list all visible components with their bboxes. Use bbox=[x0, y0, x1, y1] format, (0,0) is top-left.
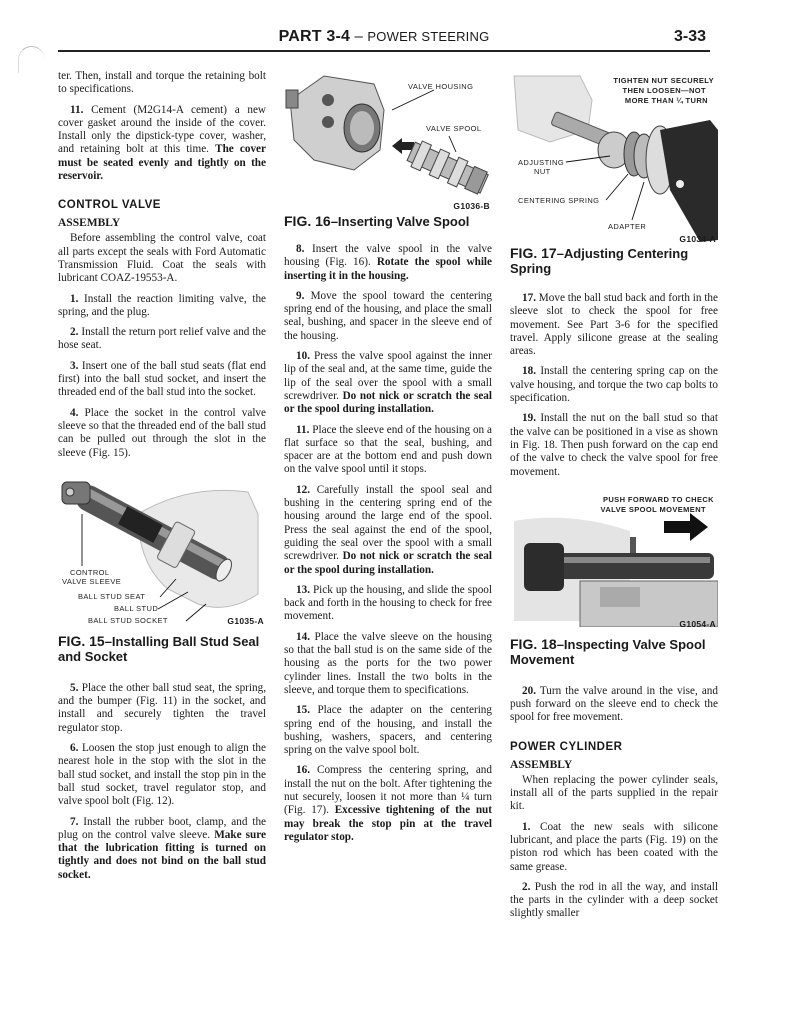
cyl-step-2 bbox=[510, 881, 718, 921]
subsection-heading: ASSEMBLY bbox=[58, 217, 121, 230]
step-8 bbox=[284, 243, 492, 283]
step-1 bbox=[58, 293, 266, 320]
figure-number: FIG. 15 bbox=[58, 632, 105, 649]
title-dash: – bbox=[350, 28, 368, 45]
step-6 bbox=[58, 742, 266, 808]
step-warning: Make sure that the lubrication fitting is turned on tightly and does not bind on the ball stud socket. bbox=[58, 828, 266, 881]
callout-line-2: THEN LOOSEN—NOT bbox=[622, 86, 706, 95]
step-text: Carefully install the spool seal and bushing in the centering spring end of the housing around the large end of the spool. Press the seal against the end of the spool, guiding the seal over the spool with a small screwdriver. bbox=[284, 483, 492, 563]
step-number: 17. bbox=[522, 292, 536, 304]
figure-17-caption bbox=[510, 246, 718, 276]
running-title bbox=[58, 28, 710, 46]
scan-corner-mark bbox=[18, 46, 45, 73]
step-2 bbox=[58, 326, 266, 353]
caption-text: –Inserting Valve Spool bbox=[330, 214, 470, 229]
step-warning: The cover must be seated evenly and tightly on the reservoir. bbox=[58, 143, 266, 183]
section-heading: POWER CYLINDER bbox=[510, 740, 623, 753]
step-text: Place the valve sleeve on the housing so that the ball stud is on the same side of the housing as the ports for the two power cylinder lines. Install the two bolts in the sleeve, and torque them to specifications. bbox=[284, 630, 492, 696]
step-text: Install the reaction limiting valve, the spring, and the plug. bbox=[58, 292, 266, 318]
step-4 bbox=[58, 407, 266, 460]
step-number: 20. bbox=[522, 684, 536, 697]
step-text: Cement (M2G14-A cement) a new cover gasket around the inside of the cover. Install only the dipstick-type cover, washer, and retaining bolt at this time. bbox=[58, 103, 266, 156]
step-number: 4. bbox=[70, 406, 79, 419]
step-number: 14. bbox=[296, 630, 310, 643]
figure-16-illustration bbox=[284, 70, 492, 210]
step-text: Install the nut on the ball stud so that the valve can be positioned in a vise as shown in Fig. 18. Then push forward on the cap end of the valve to check the valve spool for free movement. bbox=[510, 412, 718, 478]
step-text: Insert the valve spool in the valve housing (Fig. 16). bbox=[284, 243, 492, 269]
chapter-title: POWER STEERING bbox=[367, 29, 490, 44]
part-number: PART 3-4 bbox=[278, 28, 351, 45]
step-19 bbox=[510, 412, 718, 478]
label-ball-stud-seat: BALL STUD SEAT bbox=[78, 591, 146, 601]
step-text: Loosen the stop just enough to align the nearest hole in the stop with the slot in the ball stud socket, and install the stop pin in the ball stud socket, travel regulator stop, and valve spool bolt (Fig. 12). bbox=[58, 742, 266, 808]
label-adapter: ADAPTER bbox=[608, 222, 647, 231]
step-text: Turn the valve around in the vise, and push forward on the sleeve end to check the spool for free movement. bbox=[510, 684, 718, 724]
ball-stud-sleeve-illustration bbox=[58, 474, 266, 624]
step-text: Place the other ball stud seat, the spring, and the bumper (Fig. 11) in the socket, and install and securely tighten the travel regulator stop. bbox=[58, 681, 266, 734]
step-10 bbox=[284, 350, 492, 416]
section-intro: Before assembling the control valve, coat all parts except the seals with Ford Automatic Transmission Fluid. Coat the seals with lubricant COAZ-19553-A. bbox=[58, 232, 266, 285]
figure-code: G1035-A bbox=[227, 615, 264, 626]
figure-17-illustration bbox=[510, 70, 718, 242]
header-rule bbox=[58, 50, 710, 52]
step-16 bbox=[284, 764, 492, 844]
step-number: 5. bbox=[70, 681, 79, 694]
step-17 bbox=[510, 292, 718, 358]
step-number: 18. bbox=[522, 365, 536, 378]
step-number: 9. bbox=[296, 289, 305, 302]
step-warning: Rotate the spool while inserting it in the housing. bbox=[284, 256, 493, 282]
figure-15-caption bbox=[58, 634, 266, 664]
step-number: 1. bbox=[70, 292, 79, 305]
paragraph-continued: ter. Then, install and torque the retaining bolt to specifications. bbox=[58, 70, 266, 96]
step-text: Place the socket in the control valve sleeve so that the threaded end of the ball stud can be pulled out through the slot in the sleeve (Fig. 15). bbox=[58, 406, 266, 459]
step-number: 11. bbox=[70, 103, 84, 116]
step-number: 19. bbox=[522, 412, 536, 425]
figure-15 bbox=[58, 474, 266, 664]
figure-number: FIG. 16 bbox=[284, 213, 331, 229]
figure-number: FIG. 17 bbox=[510, 245, 557, 261]
step-number: 10. bbox=[296, 350, 310, 363]
cyl-step-1 bbox=[510, 821, 718, 874]
caption-text: –Inspecting Valve Spool Movement bbox=[510, 636, 706, 667]
label-nut: NUT bbox=[534, 167, 551, 176]
step-11 bbox=[58, 104, 266, 184]
step-20 bbox=[510, 685, 718, 725]
figure-16-caption bbox=[284, 214, 492, 229]
label-adjusting: ADJUSTING bbox=[518, 158, 565, 167]
figure-15-illustration bbox=[58, 474, 266, 624]
step-text: Coat the new seals with silicone lubricant, and place the parts (Fig. 19) on the piston rod which has been coated with the same grease. bbox=[510, 820, 718, 873]
caption-text: –Installing Ball Stud Seal and Socket bbox=[58, 633, 260, 664]
step-5 bbox=[58, 682, 266, 735]
step-13 bbox=[284, 584, 492, 624]
step-3 bbox=[58, 360, 266, 400]
step-text: Install the centering spring cap on the valve housing, and torque the two cap bolts to specification. bbox=[510, 365, 718, 405]
callout-line-2: VALVE SPOOL MOVEMENT bbox=[600, 504, 706, 514]
step-text: Move the spool toward the centering spring end of the housing, and place the small seal, bushing, and spacer in the sleeve end of the housing. bbox=[284, 289, 492, 342]
step-text: Install the return port relief valve and the hose seat. bbox=[58, 326, 266, 352]
step-text: Pick up the housing, and slide the spool back and forth in the housing to check for free movement. bbox=[284, 583, 492, 623]
step-number: 13. bbox=[296, 583, 310, 596]
label-ball-stud-socket: BALL STUD SOCKET bbox=[88, 615, 168, 625]
step-number: 16. bbox=[296, 764, 310, 777]
step-14 bbox=[284, 631, 492, 697]
section-heading: CONTROL VALVE bbox=[58, 199, 161, 212]
figure-code: G1034-A bbox=[679, 234, 716, 244]
step-number: 2. bbox=[522, 880, 531, 893]
figure-16 bbox=[284, 70, 492, 229]
step-warning: Excessive tightening of the nut may break the stop pin at the travel regulator stop. bbox=[284, 804, 492, 843]
step-number: 6. bbox=[70, 742, 79, 755]
step-text: Compress the centering spring, and install the nut on the bolt. After tightening the nut securely, loosen it not more than ¼ turn (Fig. 17). bbox=[284, 764, 492, 817]
step-text: Place the adapter on the centering spring end of the housing, and install the bushing, washers, spacers, and centering spring on the valve spool bolt. bbox=[284, 704, 492, 757]
step-number: 15. bbox=[296, 704, 310, 717]
caption-text: –Adjusting Centering Spring bbox=[510, 246, 689, 276]
step-text: Press the valve spool against the inner lip of the seal and, at the same time, guide the lip of the seal over the spool with a small screwdriver. bbox=[284, 350, 492, 402]
column-2 bbox=[284, 70, 492, 851]
label-centering-spring: CENTERING SPRING bbox=[518, 196, 600, 205]
step-11b bbox=[284, 424, 492, 477]
step-18 bbox=[510, 365, 718, 405]
column-1 bbox=[58, 70, 266, 889]
step-text: Push the rod in all the way, and install the parts in the cylinder with a deep socket slightly smaller bbox=[510, 880, 718, 920]
figure-18-illustration bbox=[510, 491, 718, 627]
figure-17 bbox=[510, 70, 718, 276]
label-valve-spool: VALVE SPOOL bbox=[426, 124, 482, 133]
step-text: Install the rubber boot, clamp, and the plug on the control valve sleeve. bbox=[58, 815, 266, 841]
figure-code: G1054-A bbox=[679, 618, 716, 629]
step-text: Move the ball stud back and forth in the sleeve slot to check the spool for free movement. See Part 3-6 for the specified travel. Apply silicone grease at the sealing areas. bbox=[510, 292, 718, 358]
page-number: 3-33 bbox=[673, 28, 706, 45]
label-ball-stud: BALL STUD bbox=[114, 603, 159, 613]
figure-code: G1036-B bbox=[453, 201, 490, 211]
label-valve-sleeve: VALVE SLEEVE bbox=[62, 576, 122, 586]
callout-line-1: PUSH FORWARD TO CHECK bbox=[602, 494, 714, 504]
step-number: 11. bbox=[296, 423, 310, 436]
callout-line-3: MORE THAN ¼ TURN bbox=[624, 96, 708, 105]
step-number: 2. bbox=[70, 326, 79, 339]
label-valve-housing: VALVE HOUSING bbox=[408, 82, 474, 91]
valve-housing-spool-illustration bbox=[284, 70, 492, 210]
step-12 bbox=[284, 484, 492, 577]
callout-line-1: TIGHTEN NUT SECURELY bbox=[613, 76, 714, 85]
column-3 bbox=[510, 70, 718, 928]
step-text: Insert one of the ball stud seats (flat end first) into the ball stud socket, and insert the threaded end of the ball stud into the socket. bbox=[58, 359, 266, 399]
step-warning: Do not nick or scratch the seal or the spool during installation. bbox=[284, 550, 492, 576]
label-control: CONTROL bbox=[70, 567, 110, 577]
step-number: 1. bbox=[522, 820, 531, 833]
step-7 bbox=[58, 816, 266, 882]
step-number: 7. bbox=[70, 815, 79, 828]
step-warning: Do not nick or scratch the seal or the spool during installation. bbox=[284, 389, 492, 416]
step-number: 3. bbox=[70, 359, 79, 372]
figure-number: FIG. 18 bbox=[510, 635, 557, 652]
section-intro: When replacing the power cylinder seals, install all of the parts supplied in the repair kit. bbox=[510, 773, 718, 813]
step-text: Place the sleeve end of the housing on a flat surface so that the seal, bushing, and spacer are at the bottom end and push down on the valve spool until it stops. bbox=[284, 423, 492, 476]
figure-18 bbox=[510, 491, 718, 667]
figure-18-caption bbox=[510, 637, 718, 667]
step-9 bbox=[284, 290, 492, 343]
step-15 bbox=[284, 704, 492, 757]
step-number: 8. bbox=[296, 243, 305, 255]
step-number: 12. bbox=[296, 483, 310, 496]
subsection-heading: ASSEMBLY bbox=[510, 758, 573, 771]
